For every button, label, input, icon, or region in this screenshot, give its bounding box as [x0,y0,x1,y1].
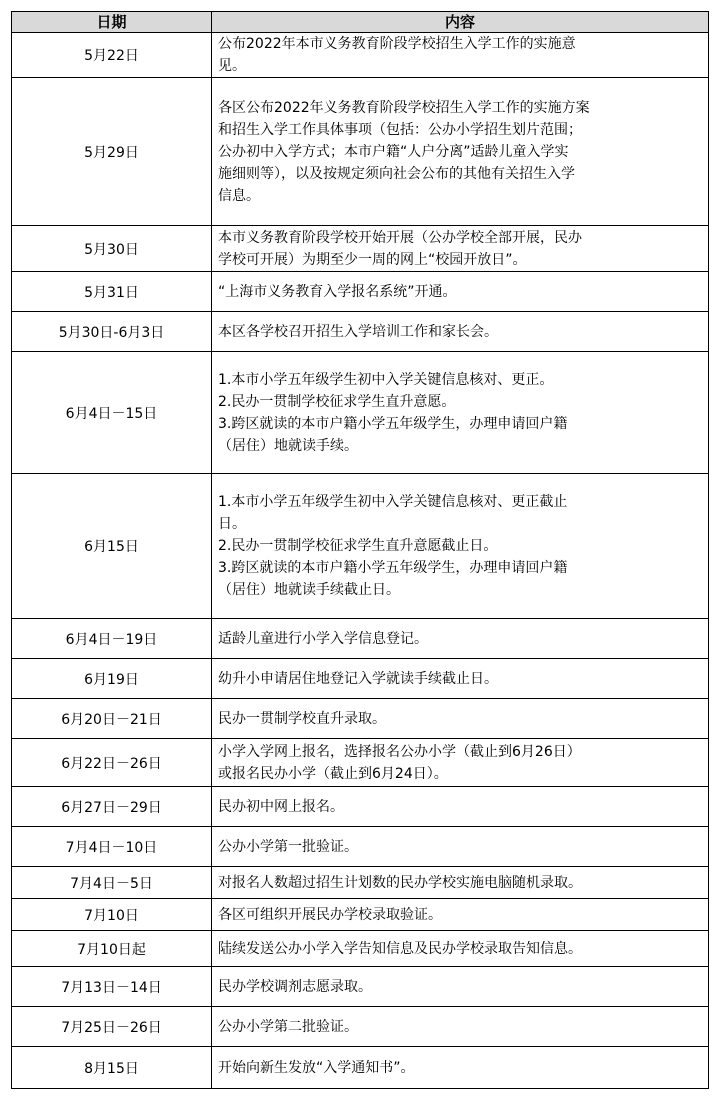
date-cell: 6月4日－19日 [12,619,212,659]
content-cell [212,1007,709,1047]
content-line: 民办学校调剂志愿录取。 [218,978,372,995]
table-row [12,967,709,1007]
date-cell: 7月13日－14日 [12,967,212,1007]
content-line: 小学入学网上报名，选择报名公办小学（截止到6月26日） [218,743,581,760]
content-line: （居住）地就读手续截止日。 [218,582,400,598]
content-cell [212,899,709,931]
content-cell [212,312,709,352]
table-row [12,1007,709,1047]
table-row [12,78,709,226]
content-cell [212,659,709,699]
content-line: 幼升小申请居住地登记入学就读手续截止日。 [218,670,498,687]
date-cell: 6月19日 [12,659,212,699]
content-line: 各区可组织开展民办学校录取验证。 [218,906,442,923]
table-row [12,659,709,699]
content-cell [212,787,709,827]
content-cell [212,867,709,899]
content-line: 3.跨区就读的本市户籍小学五年级学生，办理申请回户籍 [218,560,568,576]
date-cell: 6月20日－21日 [12,699,212,739]
content-line: 公布2022年本市义务教育阶段学校招生入学工作的实施意 [218,36,576,52]
content-line: 各区公布2022年义务教育阶段学校招生入学工作的实施方案 [218,99,590,116]
content-cell [212,967,709,1007]
date-cell: 5月30日-6月3日 [12,312,212,352]
content-line: 对报名人数超过招生计划数的民办学校实施电脑随机录取。 [218,874,582,891]
table-row [12,474,709,619]
content-line: 民办一贯制学校直升录取。 [218,710,386,727]
table-row [12,931,709,967]
content-line: 1.本市小学五年级学生初中入学关键信息核对、更正。 [218,371,554,388]
content-line: 1.本市小学五年级学生初中入学关键信息核对、更正截止 [218,494,568,510]
table-row [12,272,709,312]
date-cell: 7月4日－5日 [12,867,212,899]
content-cell [212,619,709,659]
date-cell: 5月31日 [12,272,212,312]
table-row [12,226,709,272]
content-line: 3.跨区就读的本市户籍小学五年级学生，办理申请回户籍 [218,415,568,432]
content-line: 学校可开展）为期至少一周的网上“校园开放日”。 [218,251,527,268]
table-row [12,33,709,78]
enrollment-schedule-table [11,11,709,1089]
table-row [12,1047,709,1089]
date-cell: 7月25日－26日 [12,1007,212,1047]
date-cell: 6月27日－29日 [12,787,212,827]
content-line: 开始向新生发放“入学通知书”。 [218,1059,415,1076]
content-cell [212,931,709,967]
table-row [12,867,709,899]
schedule-body [12,33,709,1089]
table-row [12,352,709,474]
content-line: 信息。 [218,187,260,204]
content-line: 公办初中入学方式；本市户籍“人户分离”适龄儿童入学实 [218,143,569,160]
content-cell [212,739,709,787]
table-row [12,827,709,867]
date-cell: 5月22日 [12,33,212,78]
content-line: 和招生入学工作具体事项（包括：公办小学招生划片范围； [218,121,582,138]
content-cell [212,33,709,78]
content-cell [212,226,709,272]
date-cell: 7月10日起 [12,931,212,967]
date-cell: 6月15日 [12,474,212,619]
content-cell [212,78,709,226]
date-cell: 5月29日 [12,78,212,226]
content-cell [212,352,709,474]
table-row [12,619,709,659]
content-cell [212,474,709,619]
date-cell: 7月10日 [12,899,212,931]
date-cell: 8月15日 [12,1047,212,1089]
content-line: 本区各学校召开招生入学培训工作和家长会。 [218,323,498,340]
content-line: （居住）地就读手续。 [218,437,358,454]
content-line: 公办小学第二批验证。 [218,1018,358,1035]
date-cell: 6月22日－26日 [12,739,212,787]
date-cell: 6月4日－15日 [12,352,212,474]
content-line: 民办初中网上报名。 [218,798,344,815]
date-column-header: 日期 [12,12,212,33]
content-cell [212,827,709,867]
content-cell [212,272,709,312]
table-row [12,787,709,827]
content-line: 或报名民办小学（截止到6月24日）。 [218,765,448,782]
date-cell: 7月4日－10日 [12,827,212,867]
content-line: 2.民办一贯制学校征求学生直升意愿截止日。 [218,538,498,554]
header-row [12,12,709,33]
content-line: 2.民办一贯制学校征求学生直升意愿。 [218,393,456,410]
content-line: 适龄儿童进行小学入学信息登记。 [218,630,428,647]
content-line: 施细则等），以及按规定须向社会公布的其他有关招生入学 [218,165,575,182]
content-line: 日。 [218,516,246,532]
table-row [12,899,709,931]
content-line: 陆续发送公办小学入学告知信息及民办学校录取告知信息。 [218,940,582,957]
content-cell [212,699,709,739]
content-column-header: 内容 [212,12,709,33]
table-row [12,312,709,352]
content-line: “上海市义务教育入学报名系统”开通。 [218,283,457,300]
content-line: 本市义务教育阶段学校开始开展（公办学校全部开展，民办 [218,229,582,246]
table-row [12,699,709,739]
content-line: 见。 [218,58,246,74]
content-cell [212,1047,709,1089]
date-cell: 5月30日 [12,226,212,272]
content-line: 公办小学第一批验证。 [218,838,358,855]
table-row [12,739,709,787]
